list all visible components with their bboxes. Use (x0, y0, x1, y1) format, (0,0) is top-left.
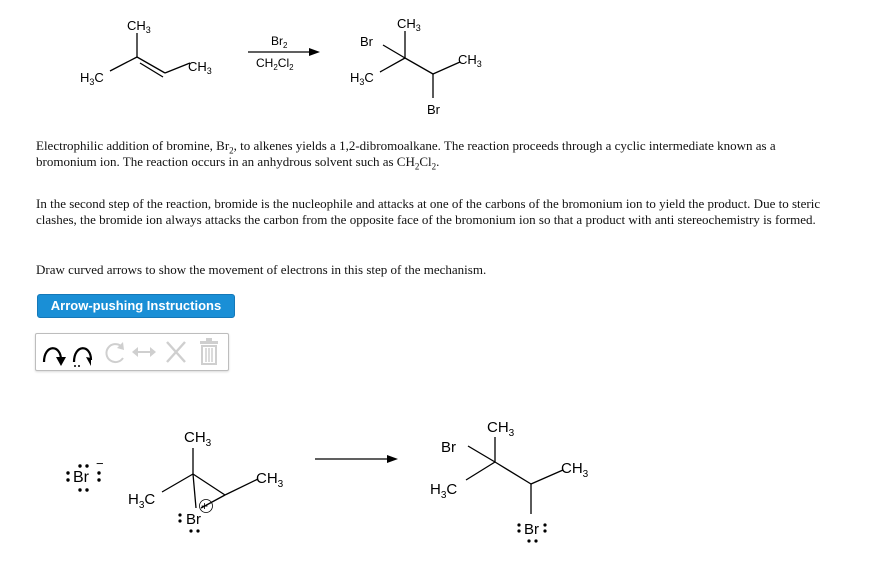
mech-product-ch3-right: $CH_3$ (561, 460, 589, 480)
bromonium-charge: + (201, 499, 209, 513)
reactant-molecule (80, 18, 212, 87)
intermediate-h3c: $H_3C$ (128, 491, 156, 511)
bromide-ion[interactable] (66, 456, 103, 492)
bromonium-intermediate (128, 429, 284, 533)
top-reaction-scheme (0, 0, 520, 125)
reactant-h3c: $H_3C$ (80, 70, 104, 87)
second-step-paragraph: In the second step of the reaction, bromide is the nucleophile and attacks at one of the carbons of the bromonium ion to yield the product. Due to steric clashes, the bromide ion always attacks the carbon from the opposite face of the bromonium ion so that a product with anti stereochemistry is formed. (36, 196, 821, 227)
reactant-ch3-top: $CH_3$ (127, 18, 151, 35)
intermediate-ch3-right: $CH_3$ (256, 470, 284, 490)
mech-product-ch3-top: $CH_3$ (487, 419, 515, 439)
product-h3c: $H_3C$ (350, 70, 374, 87)
mech-product-h3c: $H_3C$ (430, 481, 458, 501)
task-instruction: Draw curved arrows to show the movement of electrons in this step of the mechanism. (36, 262, 487, 277)
arrow-pushing-instructions-button[interactable]: Arrow-pushing Instructions (37, 294, 235, 318)
bromonium-br[interactable]: Br (186, 511, 201, 528)
rotate-icon[interactable] (99, 336, 129, 368)
intermediate-ch3-top: $CH_3$ (184, 429, 212, 449)
swap-icon[interactable] (129, 336, 159, 368)
bromide-charge: − (96, 456, 104, 471)
trash-icon[interactable] (194, 336, 224, 368)
product-ch3-top: $CH_3$ (397, 16, 421, 33)
product-ch3-right: $CH_3$ (458, 52, 482, 69)
drawing-toolbar (35, 333, 229, 371)
mechanism-arrow (315, 455, 398, 463)
mechanism-canvas (0, 400, 700, 577)
bromide-symbol: Br (73, 469, 89, 486)
reagent-br2: $Br_2$ (271, 34, 288, 50)
reagent-ch2cl2: $CH_2Cl_2$ (256, 56, 294, 72)
reactant-ch3-right: $CH_3$ (188, 59, 212, 76)
two-electron-arrow-icon[interactable] (39, 336, 69, 368)
one-electron-arrow-icon[interactable] (69, 336, 99, 368)
delete-icon[interactable] (161, 336, 191, 368)
product-br-bottom: Br (427, 102, 440, 117)
reaction-arrow (248, 34, 320, 72)
mechanism-product (430, 419, 589, 543)
mech-product-br-bottom: Br (524, 521, 539, 538)
mech-product-br-left: Br (441, 439, 456, 456)
intro-paragraph: Electrophilic addition of bromine, $Br_2$, to alkenes yields a 1,2-dibromoalkane. The reaction proceeds through a cyclic intermediate known as a bromonium ion. The reaction occurs in an anhydrous solvent such as $CH_2Cl_2$. (36, 138, 776, 172)
product-molecule (350, 16, 482, 117)
product-br-left: Br (360, 34, 373, 49)
